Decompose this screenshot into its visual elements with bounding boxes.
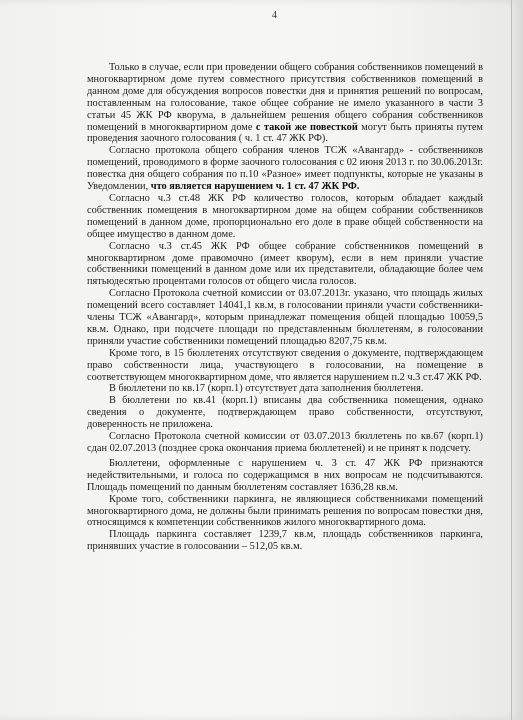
paragraph-counting-commission: Согласно Протокола счетной комиссии от 03.07.2013г. указано, что площадь жилых помещений всего составляет 14041,1 кв.м, в голосовании приняли участи собственники-члены ТСЖ «Авангард», которым принадлежат помещения общей площадью 10059,5 кв.м. Однако, при подсчете площади по представленным бюллетеням, в голосовании приняли участие собственники помещений площадью 8207,75 кв.м. [87, 288, 483, 347]
paragraph-protocol-agenda: Согласно протокола общего собрания членов ТСЖ «Авангард» - собственников помещений, проводимого в форме заочного голосования с 02 июня 2013 г. по 30.06.2013г. повестка дня общего собрания по п.10 «Разное» имеет подпункты, которые не указаны в Уведомлении, что является нарушением ч. 1 ст. 47 ЖК РФ. [87, 145, 483, 193]
document-body [87, 62, 483, 553]
paragraph-parking-area: Площадь паркинга составляет 1239,7 кв.м, площадь собственников паркинга, принявших участие в голосовании – 512,05 кв.м. [87, 529, 483, 553]
paragraph-votes-count: Согласно ч.3 ст.48 ЖК РФ количество голосов, которым обладает каждый собственник помещения в многоквартирном доме на общем собрании собственников помещений в данном доме, пропорционально его доле в праве общей собственности на общее имущество в данном доме. [87, 192, 483, 240]
paragraph-parking-owners: Кроме того, собственники паркинга, не являющиеся собственниками помещений многоквартирного дома, не должны были принимать решения по вопросам повестки дня, относящимся к компетенции собственников жилого многоквартирного дома. [87, 493, 483, 529]
paragraph-apt41: В бюллетени по кв.41 (корп.1) вписаны два собственника помещения, однако сведения о документе, подтверждающем право собственности, отсутствуют, доверенность не приложена. [87, 395, 483, 431]
page-edge [511, 0, 512, 720]
page-number: 4 [272, 10, 277, 21]
paragraph-quorum-definition: Согласно ч.3 ст.45 ЖК РФ общее собрание собственников помещений в многоквартирном доме правомочно (имеет кворум), если в нем приняли участие собственники помещений в данном доме или их представители, обладающие более чем пятьюдесятью процентами голосов от общего числа голосов. [87, 240, 483, 288]
paragraph-apt17: В бюллетени по кв.17 (корп.1) отсутствует дата заполнения бюллетеня. [109, 383, 424, 395]
paragraph-quorum-rule: Только в случае, если при проведении общего собрания собственников помещений в многоквартирном доме путем совместного присутствия собственников помещений в данном доме для обсуждения вопросов повестки дня и принятия решений по вопросам, поставленным на голосование, такое общее собрание не имело указанного в части 3 статьи 45 ЖК РФ кворума, в дальнейшем решения общего собрания собственников помещений в многоквартирном доме с такой же повесткой могут быть приняты путем проведения заочного голосования ( ч. 1 ст. 47 ЖК РФ). [87, 62, 483, 145]
paragraph-missing-documents: Кроме того, в 15 бюллетенях отсутствуют сведения о документе, подтверждающем право собственности лица, участвующего в голосовании, на помещение в соответствующем многоквартирном доме, что является нарушением п.2 ч.3 ст.47 ЖК РФ. [87, 347, 483, 383]
paragraph-apt67: Согласно Протокола счетной комиссии от 03.07.2013 бюллетень по кв.67 (корп.1) сдан 02.07.2013 (позднее срока окончания приема бюллетеней) и не принят к подсчету. [87, 431, 483, 454]
paragraph-invalid-ballots: Бюллетени, оформленные с нарушением ч. 3 ст. 47 ЖК РФ признаются недействительными, и голоса по содержащимся в них вопросам не подсчитываются. Площадь помещений по данным бюллетеням составляет 1636,28 кв.м. [87, 457, 483, 493]
